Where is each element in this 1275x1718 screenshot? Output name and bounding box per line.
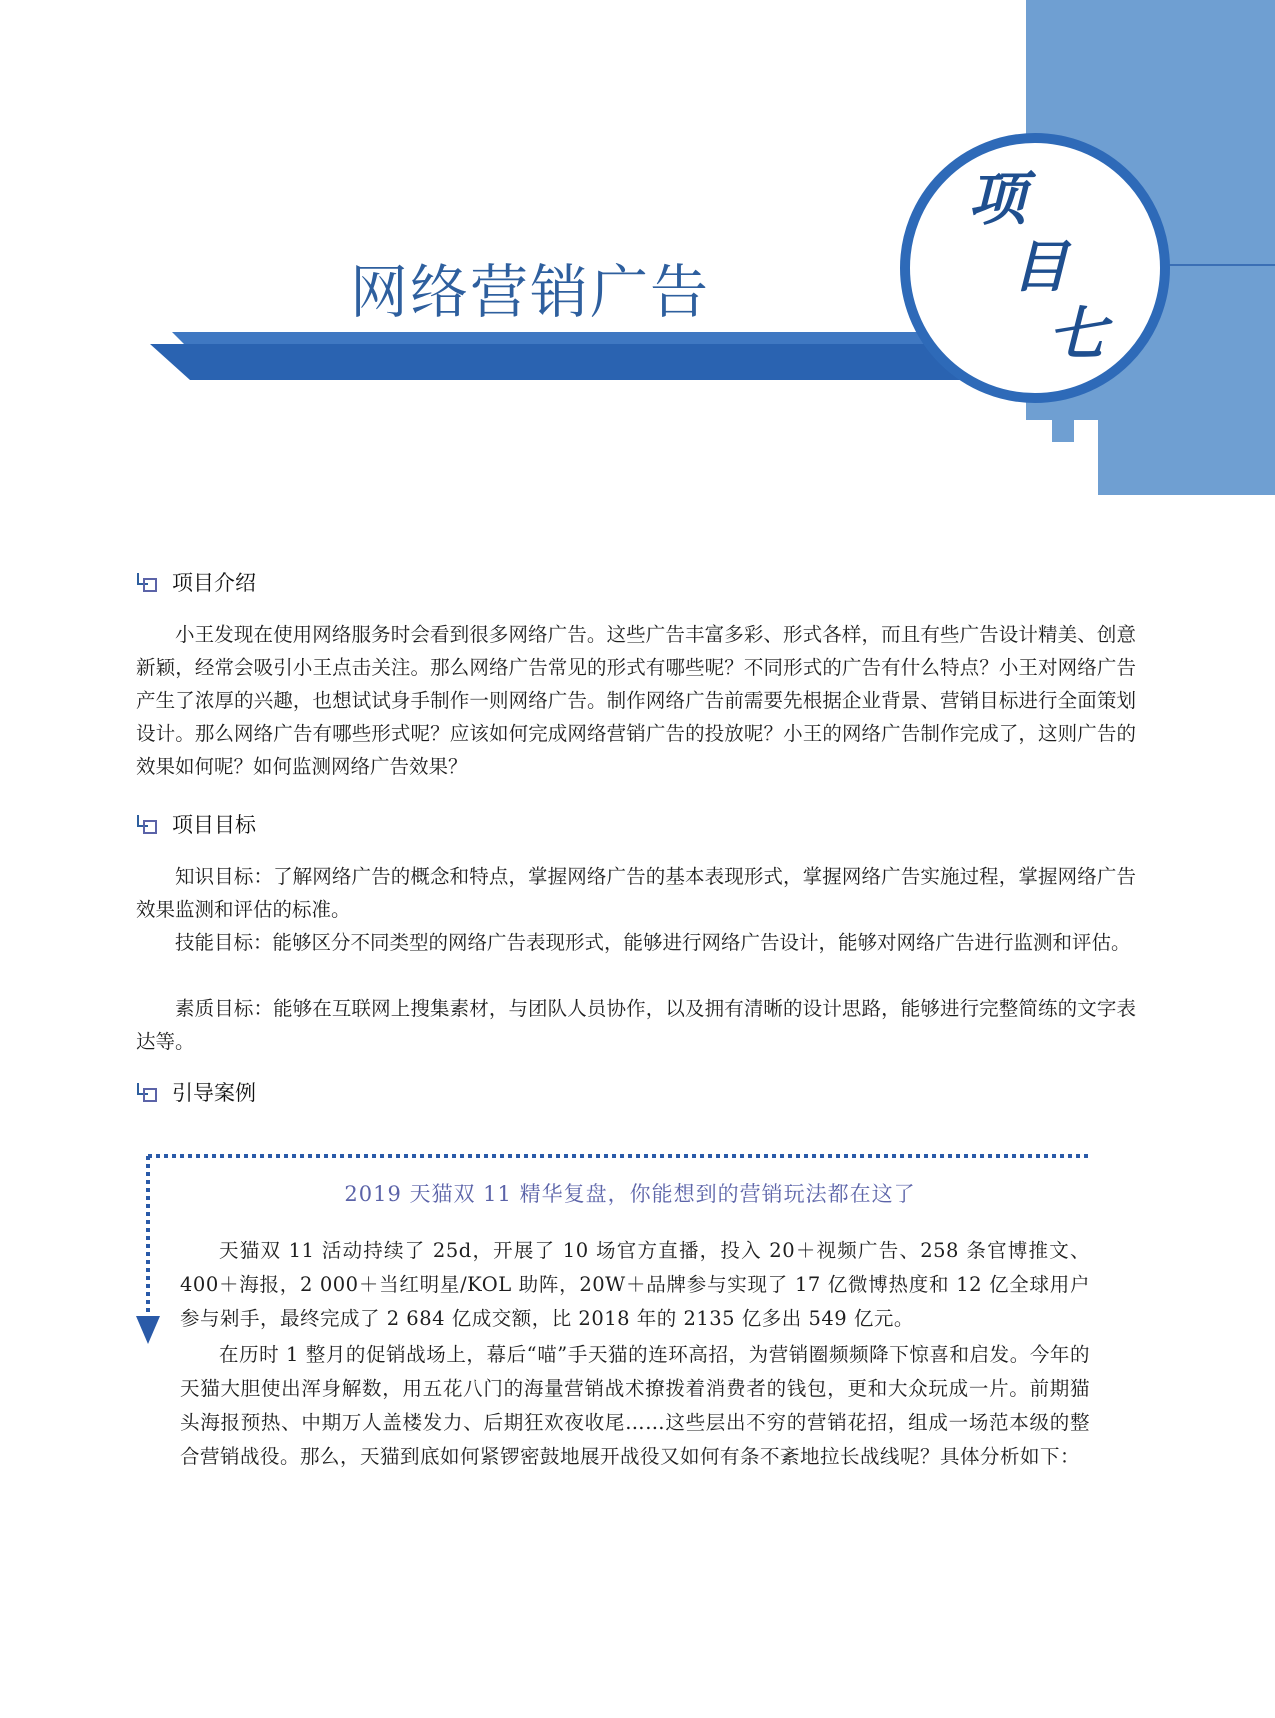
section-heading-intro [136, 566, 256, 598]
section-bullet-icon [136, 570, 160, 594]
header-blue-step [1098, 420, 1275, 495]
case-paragraph-2: 在历时 1 整月的促销战场上，幕后“喵”手天猫的连环高招，为营销圈频频降下惊喜和启发。今年的天猫大胆使出浑身解数，用五花八门的海量营销战术撩拨着消费者的钱包，更和大众玩成一片。前期猫头海报预热、中期万人盖楼发力、后期狂欢夜收尾……这些层出不穷的营销花招，组成一场范本级的整合营销战役。那么，天猫到底如何紧锣密鼓地展开战役又如何有条不紊地拉长战线呢？具体分析如下： [180, 1343, 1090, 1468]
section-bullet-icon [136, 812, 160, 836]
section-heading-text: 项目目标 [172, 813, 256, 837]
section-bullet-icon [136, 1080, 160, 1104]
section-heading-goals [136, 808, 256, 840]
case-arrow-down-icon [136, 1316, 160, 1344]
goal-knowledge: 知识目标：了解网络广告的概念和特点，掌握网络广告的基本表现形式，掌握网络广告实施过程，掌握网络广告效果监测和评估的标准。 [136, 865, 1136, 921]
badge-char-2: 目 [1012, 235, 1068, 300]
badge-char-3: 七 [1048, 300, 1107, 368]
ribbon-main-band [150, 344, 1000, 380]
badge-char-1: 项 [968, 165, 1027, 233]
section-heading-case [136, 1076, 256, 1108]
header-square-decoration [1052, 420, 1074, 442]
case-paragraph-1: 天猫双 11 活动持续了 25d，开展了 10 场官方直播，投入 20＋视频广告、258 条官博推文、400＋海报，2 000＋当红明星/KOL 助阵，20W＋品牌参与实现了 17 亿微博热度和 12 亿全球用户参与剁手，最终完成了 2 684 亿成交额，比 2018 年的 2135 亿多出 549 亿元。 [180, 1239, 1090, 1330]
section-heading-text: 项目介绍 [172, 571, 256, 595]
header-square-cutout [1074, 442, 1098, 495]
goal-quality: 素质目标：能够在互联网上搜集素材，与团队人员协作，以及拥有清晰的设计思路，能够进行完整简练的文字表达等。 [136, 997, 1136, 1053]
case-title: 2019 天猫双 11 精华复盘，你能想到的营销玩法都在这了 [344, 1182, 916, 1206]
page-title: 网络营销广告 [350, 258, 711, 326]
intro-paragraph: 小王发现在使用网络服务时会看到很多网络广告。这些广告丰富多彩、形式各样，而且有些广告设计精美、创意新颖，经常会吸引小王点击关注。那么网络广告常见的形式有哪些呢？不同形式的广告有什么特点？小王对网络广告产生了浓厚的兴趣，也想试试身手制作一则网络广告。制作网络广告前需要先根据企业背景、营销目标进行全面策划设计。那么网络广告有哪些形式呢？应该如何完成网络营销广告的投放呢？小王的网络广告制作完成了，这则广告的效果如何呢？如何监测网络广告效果？ [136, 623, 1136, 778]
section-heading-text: 引导案例 [172, 1081, 256, 1105]
goal-skill: 技能目标：能够区分不同类型的网络广告表现形式，能够进行网络广告设计，能够对网络广告进行监测和评估。 [175, 931, 1131, 954]
